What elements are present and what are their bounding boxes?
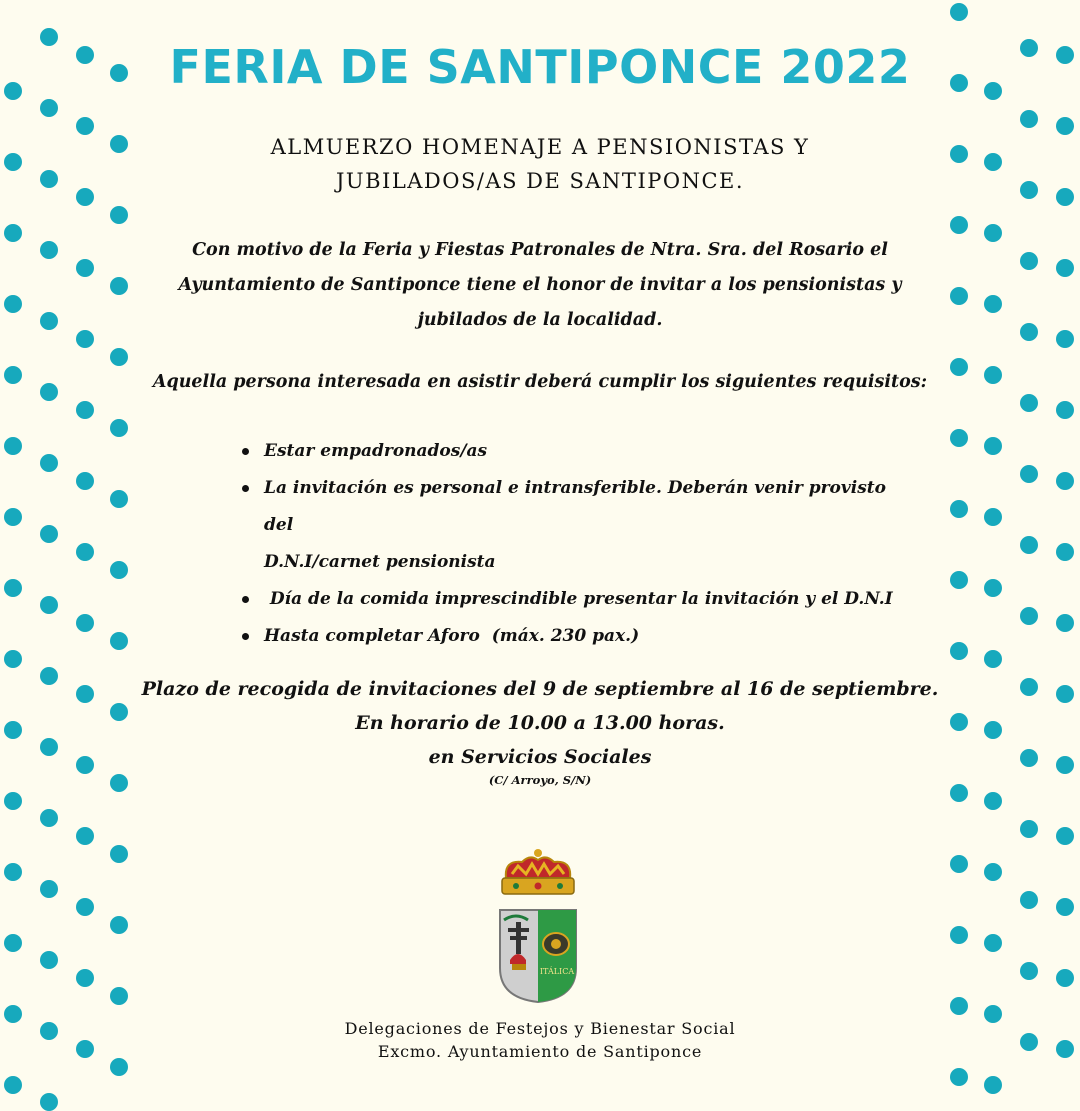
decorative-dot bbox=[76, 898, 94, 916]
decorative-dot bbox=[110, 703, 128, 721]
requirements-intro: Aquella persona interesada en asistir deberá cumplir los siguientes requisitos: bbox=[152, 372, 928, 392]
decorative-dot bbox=[110, 916, 128, 934]
decorative-dot bbox=[984, 934, 1002, 952]
decorative-dot bbox=[76, 756, 94, 774]
decorative-dot bbox=[1020, 891, 1038, 909]
decorative-dot bbox=[950, 926, 968, 944]
decorative-dot bbox=[950, 145, 968, 163]
decorative-dot bbox=[984, 153, 1002, 171]
decorative-dot bbox=[1020, 749, 1038, 767]
decorative-dot bbox=[1020, 323, 1038, 341]
decorative-dot bbox=[4, 366, 22, 384]
right-dot-pattern bbox=[950, 0, 1080, 1080]
decorative-dot bbox=[76, 685, 94, 703]
decorative-dot bbox=[1020, 110, 1038, 128]
decorative-dot bbox=[40, 738, 58, 756]
decorative-dot bbox=[40, 170, 58, 188]
decorative-dot bbox=[4, 792, 22, 810]
footer-line: Excmo. Ayuntamiento de Santiponce bbox=[377, 1042, 703, 1061]
list-item bbox=[264, 581, 904, 618]
page-title: FERIA DE SANTIPONCE 2022 bbox=[169, 40, 911, 94]
footer-credits bbox=[0, 1017, 1080, 1063]
decorative-dot bbox=[76, 259, 94, 277]
intro-line: Ayuntamiento de Santiponce tiene el honor de invitar a los pensionistas y bbox=[178, 275, 902, 295]
decorative-dot bbox=[1056, 969, 1074, 987]
decorative-dot bbox=[950, 358, 968, 376]
decorative-dot bbox=[1056, 685, 1074, 703]
decorative-dot bbox=[110, 135, 128, 153]
requirements-list bbox=[264, 433, 904, 655]
requirement-text: La invitación es personal e intransferible. Deberán venir provisto del bbox=[264, 478, 886, 535]
decorative-dot bbox=[110, 206, 128, 224]
decorative-dot bbox=[110, 987, 128, 1005]
decorative-dot bbox=[984, 437, 1002, 455]
decorative-dot bbox=[1056, 614, 1074, 632]
decorative-dot bbox=[1020, 536, 1038, 554]
decorative-dot bbox=[984, 863, 1002, 881]
decorative-dot bbox=[950, 1068, 968, 1086]
decorative-dot bbox=[1056, 756, 1074, 774]
decorative-dot bbox=[1056, 401, 1074, 419]
decorative-dot bbox=[4, 295, 22, 313]
decorative-dot bbox=[1056, 330, 1074, 348]
decorative-dot bbox=[110, 348, 128, 366]
decorative-dot bbox=[1056, 898, 1074, 916]
decorative-dot bbox=[40, 241, 58, 259]
decorative-dot bbox=[1056, 259, 1074, 277]
municipal-crest-logo bbox=[494, 848, 582, 1006]
decorative-dot bbox=[1020, 394, 1038, 412]
list-item bbox=[264, 470, 904, 581]
left-dot-pattern bbox=[0, 0, 130, 1080]
decorative-dot bbox=[984, 579, 1002, 597]
decorative-dot bbox=[984, 721, 1002, 739]
decorative-dot bbox=[40, 596, 58, 614]
decorative-dot bbox=[1020, 465, 1038, 483]
decorative-dot bbox=[1020, 252, 1038, 270]
list-item bbox=[264, 433, 904, 470]
plazo-line: en Servicios Sociales bbox=[428, 746, 652, 768]
decorative-dot bbox=[110, 845, 128, 863]
decorative-dot bbox=[950, 429, 968, 447]
decorative-dot bbox=[4, 153, 22, 171]
decorative-dot bbox=[110, 490, 128, 508]
decorative-dot bbox=[4, 934, 22, 952]
decorative-dot bbox=[76, 117, 94, 135]
decorative-dot bbox=[1020, 962, 1038, 980]
decorative-dot bbox=[76, 401, 94, 419]
decorative-dot bbox=[1020, 678, 1038, 696]
shield-icon bbox=[500, 910, 576, 1002]
address: (C/ Arroyo, S/N) bbox=[488, 773, 592, 787]
decorative-dot bbox=[40, 383, 58, 401]
decorative-dot bbox=[984, 792, 1002, 810]
decorative-dot bbox=[4, 437, 22, 455]
decorative-dot bbox=[950, 997, 968, 1015]
decorative-dot bbox=[984, 508, 1002, 526]
decorative-dot bbox=[4, 579, 22, 597]
decorative-dot bbox=[40, 951, 58, 969]
decorative-dot bbox=[4, 863, 22, 881]
decorative-dot bbox=[40, 1093, 58, 1111]
plazo-line: Plazo de recogida de invitaciones del 9 de septiembre al 16 de septiembre. bbox=[141, 678, 939, 700]
subtitle-line: JUBILADOS/AS DE SANTIPONCE. bbox=[335, 169, 745, 193]
decorative-dot bbox=[1020, 820, 1038, 838]
decorative-dot bbox=[40, 454, 58, 472]
decorative-dot bbox=[40, 667, 58, 685]
footer-line: Delegaciones de Festejos y Bienestar Social bbox=[344, 1019, 736, 1038]
decorative-dot bbox=[76, 543, 94, 561]
decorative-dot bbox=[4, 1076, 22, 1094]
event-subtitle bbox=[240, 130, 840, 198]
decorative-dot bbox=[950, 216, 968, 234]
decorative-dot bbox=[984, 366, 1002, 384]
decorative-dot bbox=[40, 880, 58, 898]
list-item bbox=[264, 618, 904, 655]
intro-paragraph bbox=[175, 233, 905, 338]
decorative-dot bbox=[76, 614, 94, 632]
decorative-dot bbox=[950, 500, 968, 518]
decorative-dot bbox=[110, 561, 128, 579]
crown-icon bbox=[502, 849, 574, 894]
requirement-text: Hasta completar Aforo (máx. 230 pax.) bbox=[264, 626, 640, 646]
decorative-dot bbox=[76, 188, 94, 206]
decorative-dot bbox=[984, 295, 1002, 313]
decorative-dot bbox=[950, 287, 968, 305]
decorative-dot bbox=[1056, 188, 1074, 206]
decorative-dot bbox=[950, 3, 968, 21]
requirement-text: Estar empadronados/as bbox=[264, 441, 488, 461]
decorative-dot bbox=[950, 571, 968, 589]
decorative-dot bbox=[40, 99, 58, 117]
decorative-dot bbox=[950, 855, 968, 873]
decorative-dot bbox=[40, 525, 58, 543]
decorative-dot bbox=[1056, 543, 1074, 561]
decorative-dot bbox=[984, 224, 1002, 242]
decorative-dot bbox=[40, 809, 58, 827]
requirement-text: D.N.I/carnet pensionista bbox=[264, 552, 496, 572]
decorative-dot bbox=[110, 419, 128, 437]
decorative-dot bbox=[950, 642, 968, 660]
collection-period bbox=[140, 672, 940, 774]
decorative-dot bbox=[76, 827, 94, 845]
decorative-dot bbox=[110, 632, 128, 650]
decorative-dot bbox=[76, 969, 94, 987]
decorative-dot bbox=[4, 721, 22, 739]
decorative-dot bbox=[1020, 607, 1038, 625]
decorative-dot bbox=[76, 472, 94, 490]
svg-text:ITÁLICA: ITÁLICA bbox=[539, 967, 575, 976]
decorative-dot bbox=[1056, 472, 1074, 490]
decorative-dot bbox=[4, 224, 22, 242]
intro-line: Con motivo de la Feria y Fiestas Patronales de Ntra. Sra. del Rosario el bbox=[192, 240, 888, 260]
decorative-dot bbox=[1056, 117, 1074, 135]
decorative-dot bbox=[950, 713, 968, 731]
requirement-text: Día de la comida imprescindible presentar la invitación y el D.N.I bbox=[264, 589, 893, 609]
decorative-dot bbox=[984, 1076, 1002, 1094]
decorative-dot bbox=[4, 650, 22, 668]
intro-line: jubilados de la localidad. bbox=[417, 310, 663, 330]
decorative-dot bbox=[40, 312, 58, 330]
decorative-dot bbox=[110, 277, 128, 295]
decorative-dot bbox=[1056, 827, 1074, 845]
decorative-dot bbox=[984, 650, 1002, 668]
decorative-dot bbox=[1020, 181, 1038, 199]
plazo-line: En horario de 10.00 a 13.00 horas. bbox=[355, 712, 725, 734]
decorative-dot bbox=[4, 508, 22, 526]
decorative-dot bbox=[76, 330, 94, 348]
subtitle-line: ALMUERZO HOMENAJE A PENSIONISTAS Y bbox=[270, 135, 810, 159]
